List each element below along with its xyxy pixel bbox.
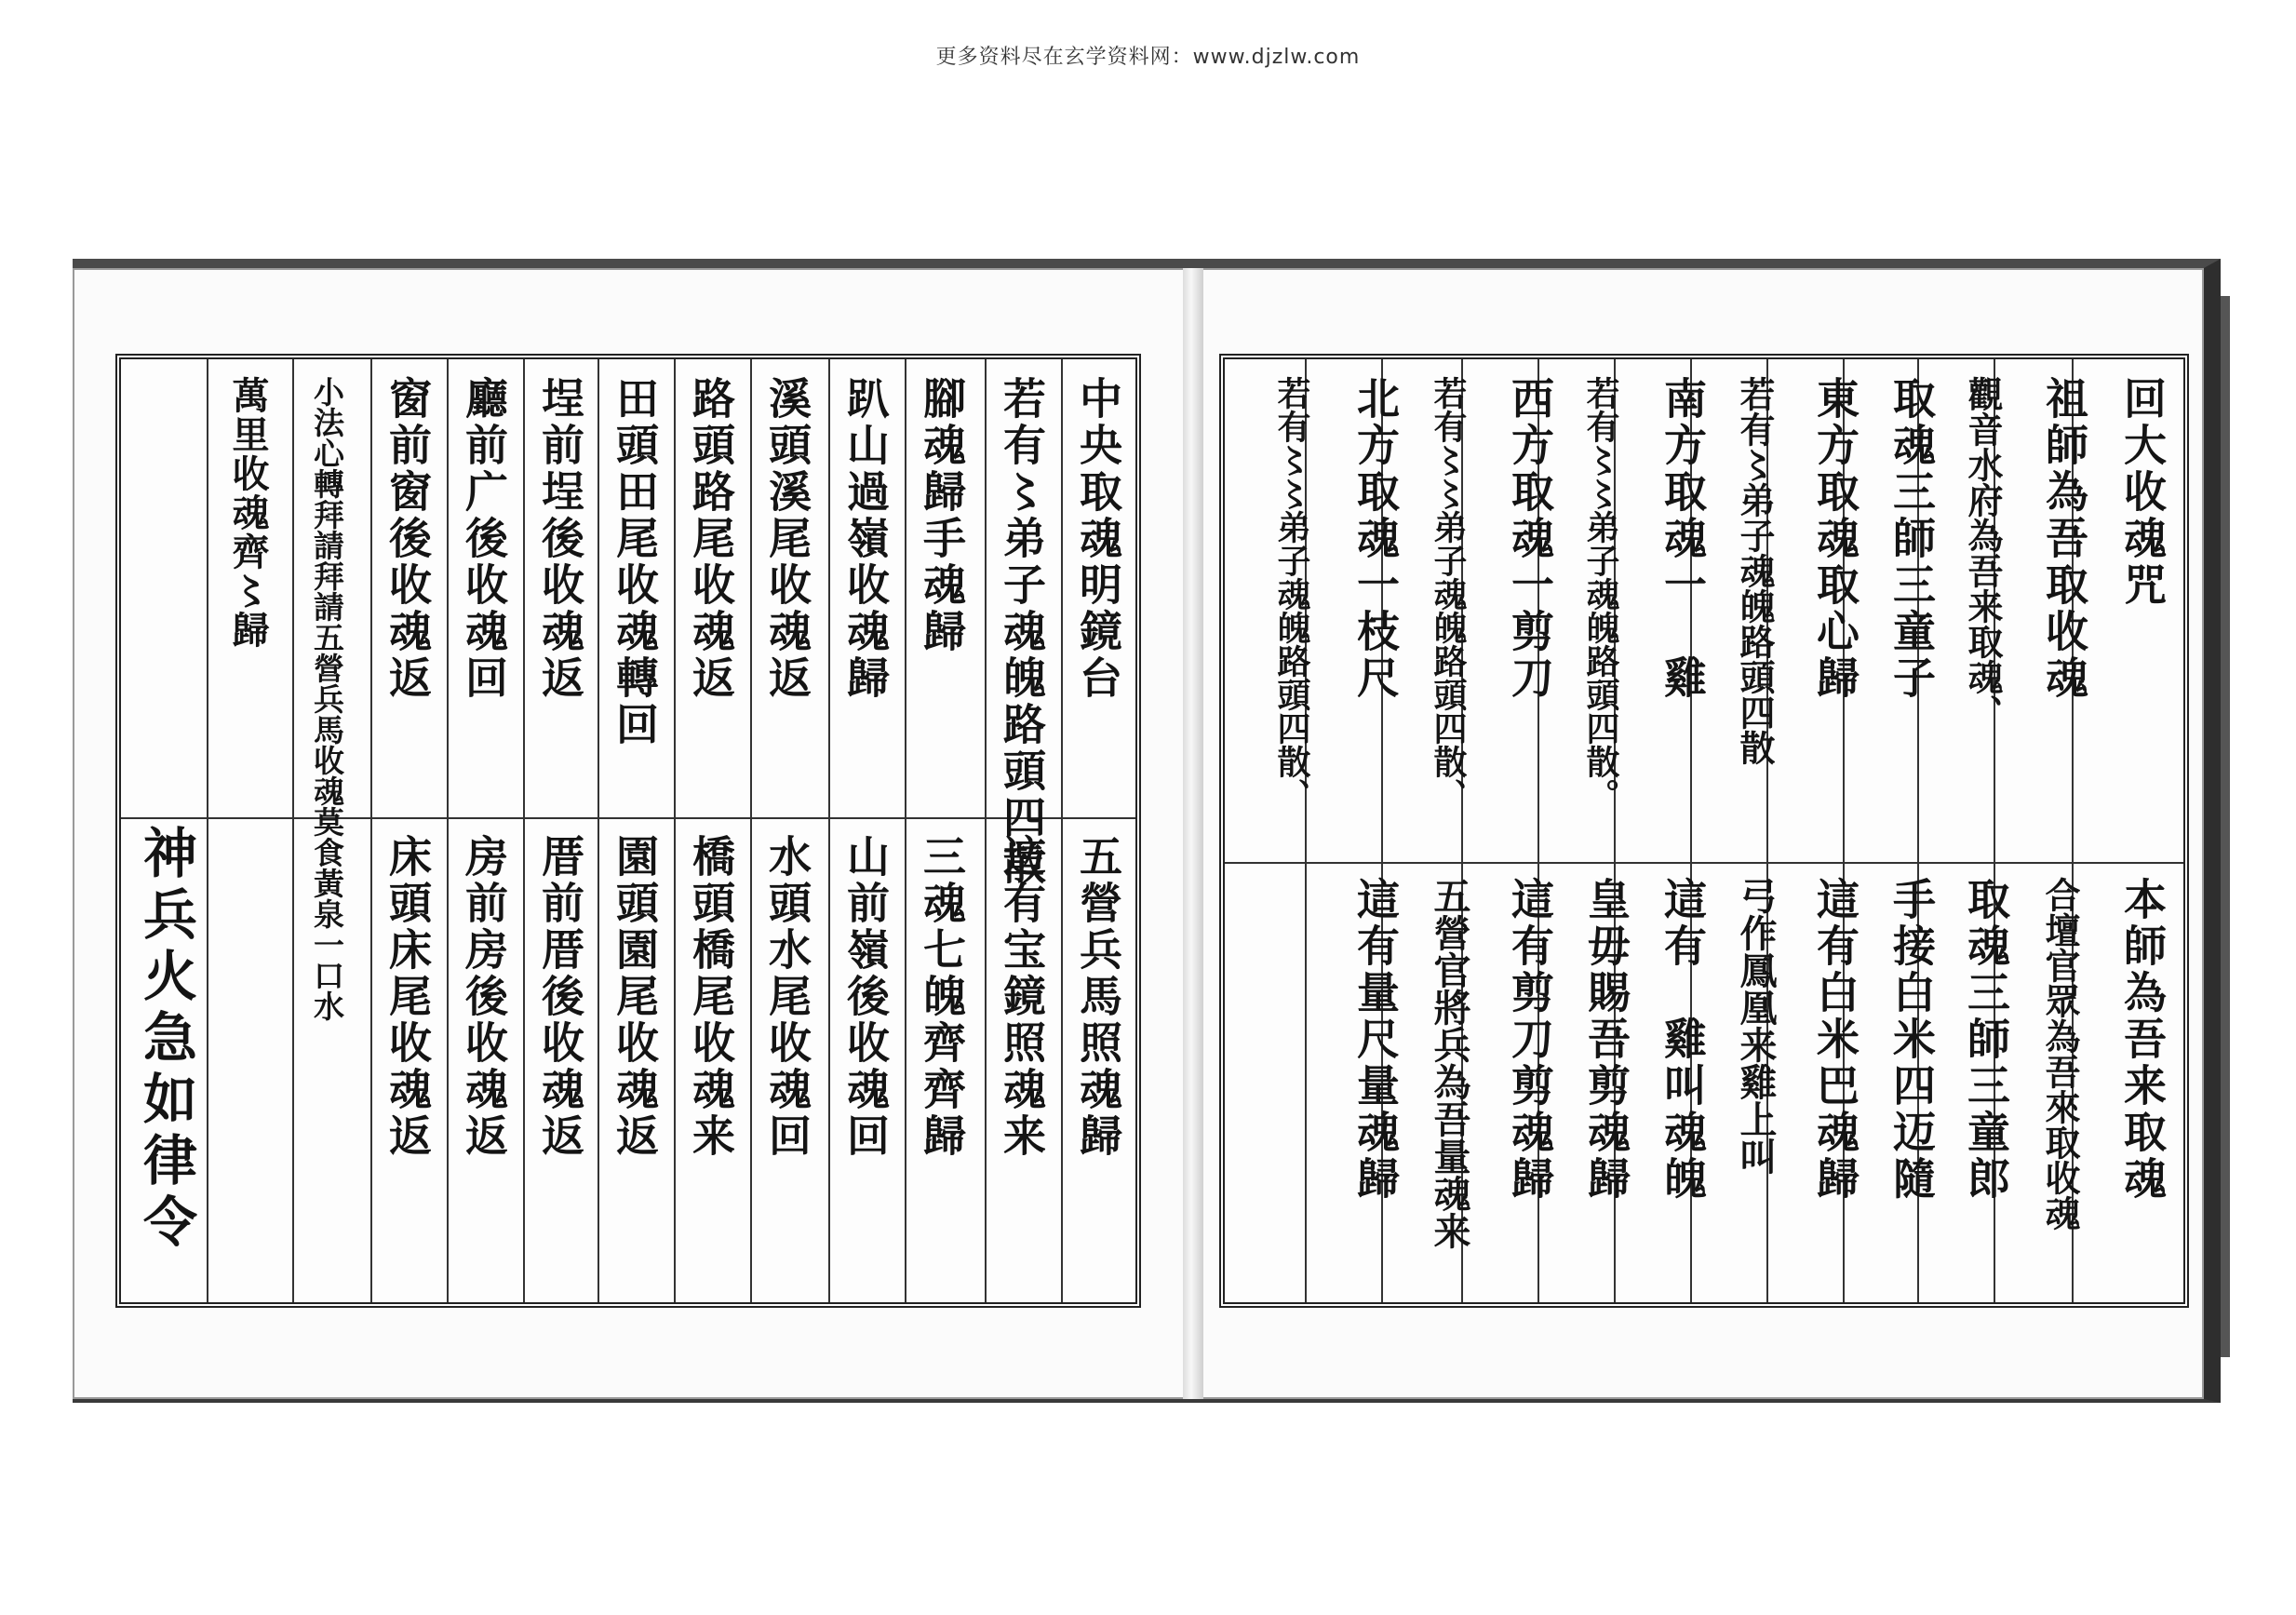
column-rule <box>674 359 676 1302</box>
left-bottom-col-3: 三魂七魄齊齊歸 <box>917 834 967 1160</box>
right-top-col-9: 西方取魂一剪刀 <box>1505 376 1555 702</box>
right-bottom-col-2: 合壇官眾為吾來取收魂 <box>2039 877 2081 1231</box>
right-bottom-col-1: 本師為吾来取魂 <box>2117 877 2168 1203</box>
right-bottom-col-3: 取魂三師三童郎 <box>1961 877 2011 1203</box>
right-top-col-4: 取魂三師三童子 <box>1886 376 1937 702</box>
right-bottom-col-9: 這有剪刀剪魂歸 <box>1505 877 1555 1203</box>
header-watermark: 更多资料尽在玄学资料网：www.djzlw.com <box>935 46 1361 69</box>
left-bottom-col-4: 山前嶺後收魂回 <box>840 834 891 1160</box>
left-page-divider <box>121 817 1135 819</box>
left-top-col-5: 溪頭溪尾收魂返 <box>762 376 812 702</box>
column-rule <box>370 359 372 1302</box>
column-rule <box>523 359 525 1302</box>
column-rule <box>985 359 987 1302</box>
right-top-col-8: 若有〻〻弟子魂魄路頭四散。 <box>1581 376 1620 812</box>
right-top-col-2: 祖師為吾取收魂 <box>2039 376 2089 702</box>
left-top-col-11: 小法心轉拜請拜請五營兵馬收魂莫食黃泉一口水 <box>309 376 345 1021</box>
column-rule <box>828 359 830 1302</box>
column-rule <box>447 359 449 1302</box>
left-top-col-8: 埕前埕後收魂返 <box>535 376 585 702</box>
right-bottom-col-4: 手接白米四迈隨 <box>1886 877 1937 1203</box>
left-bottom-col-6: 橋頭橋尾收魂来 <box>686 834 736 1160</box>
left-top-col-4: 趴山過嶺收魂歸 <box>840 376 891 702</box>
left-bottom-col-2: 這有宝鏡照魂来 <box>997 834 1047 1160</box>
right-bottom-col-10: 五營官將兵為吾量魂来 <box>1428 877 1471 1249</box>
right-top-col-1: 回大收魂咒 <box>2117 376 2168 609</box>
column-rule <box>597 359 599 1302</box>
right-top-col-3: 觀音水府為吾来取魂、 <box>1962 376 2004 730</box>
left-top-col-1: 中央取魂明鏡台 <box>1073 376 1123 702</box>
right-bottom-col-5: 這有白米巴魂歸 <box>1810 877 1860 1203</box>
left-top-col-10: 窗前窗後收魂返 <box>383 376 433 702</box>
right-top-col-7: 南方取魂一 雞 <box>1658 376 1708 702</box>
right-bottom-col-7: 這有 雞叫魂魄 <box>1658 877 1708 1203</box>
column-rule <box>750 359 752 1302</box>
column-rule <box>1061 359 1063 1302</box>
left-top-col-3: 腳魂歸手魂歸 <box>917 376 967 655</box>
left-large-command: 神兵火急如律令 <box>134 825 197 1255</box>
right-page <box>1219 354 2189 1308</box>
left-top-col-6: 路頭路尾收魂返 <box>686 376 736 702</box>
right-top-col-5: 東方取魂取心歸 <box>1810 376 1860 702</box>
column-rule <box>292 359 294 1302</box>
right-page-divider <box>1225 862 2183 864</box>
right-bottom-col-6: 弓作鳳凰来雞上叫 <box>1734 877 1778 1175</box>
left-bottom-col-8: 厝前厝後收魂返 <box>535 834 585 1160</box>
right-top-col-10: 若有〻〻弟子魂魄路頭四散、 <box>1429 376 1468 812</box>
left-bottom-col-5: 水頭水尾收魂回 <box>762 834 812 1160</box>
right-bottom-col-8: 皇毋賜吾剪魂歸 <box>1581 877 1631 1203</box>
left-bottom-col-9: 房前房後收魂返 <box>459 834 509 1160</box>
left-top-col-2: 若有〻弟子魂魄路頭四散 <box>997 376 1047 888</box>
book-gutter <box>1183 268 1203 1399</box>
right-bottom-col-11: 這有量尺量魂歸 <box>1350 877 1401 1203</box>
left-bottom-col-7: 園頭園尾收魂返 <box>610 834 660 1160</box>
right-top-col-6: 若有〻弟子魂魄路頭四散 <box>1734 376 1776 765</box>
right-top-col-12: 若有〻〻弟子魂魄路頭四散、 <box>1272 376 1311 812</box>
column-rule <box>207 359 208 1302</box>
left-top-col-12: 萬里收魂齊〻歸 <box>226 376 270 650</box>
left-top-col-7: 田頭田尾收魂轉回 <box>610 376 660 748</box>
right-top-col-11: 北方取魂一枝尺 <box>1350 376 1401 702</box>
open-book <box>73 259 2221 1403</box>
left-bottom-col-1: 五營兵馬照魂歸 <box>1073 834 1123 1160</box>
left-top-col-9: 廳前广後收魂回 <box>459 376 509 702</box>
left-bottom-col-10: 床頭床尾收魂返 <box>383 834 433 1160</box>
left-page <box>115 354 1141 1308</box>
column-rule <box>905 359 906 1302</box>
